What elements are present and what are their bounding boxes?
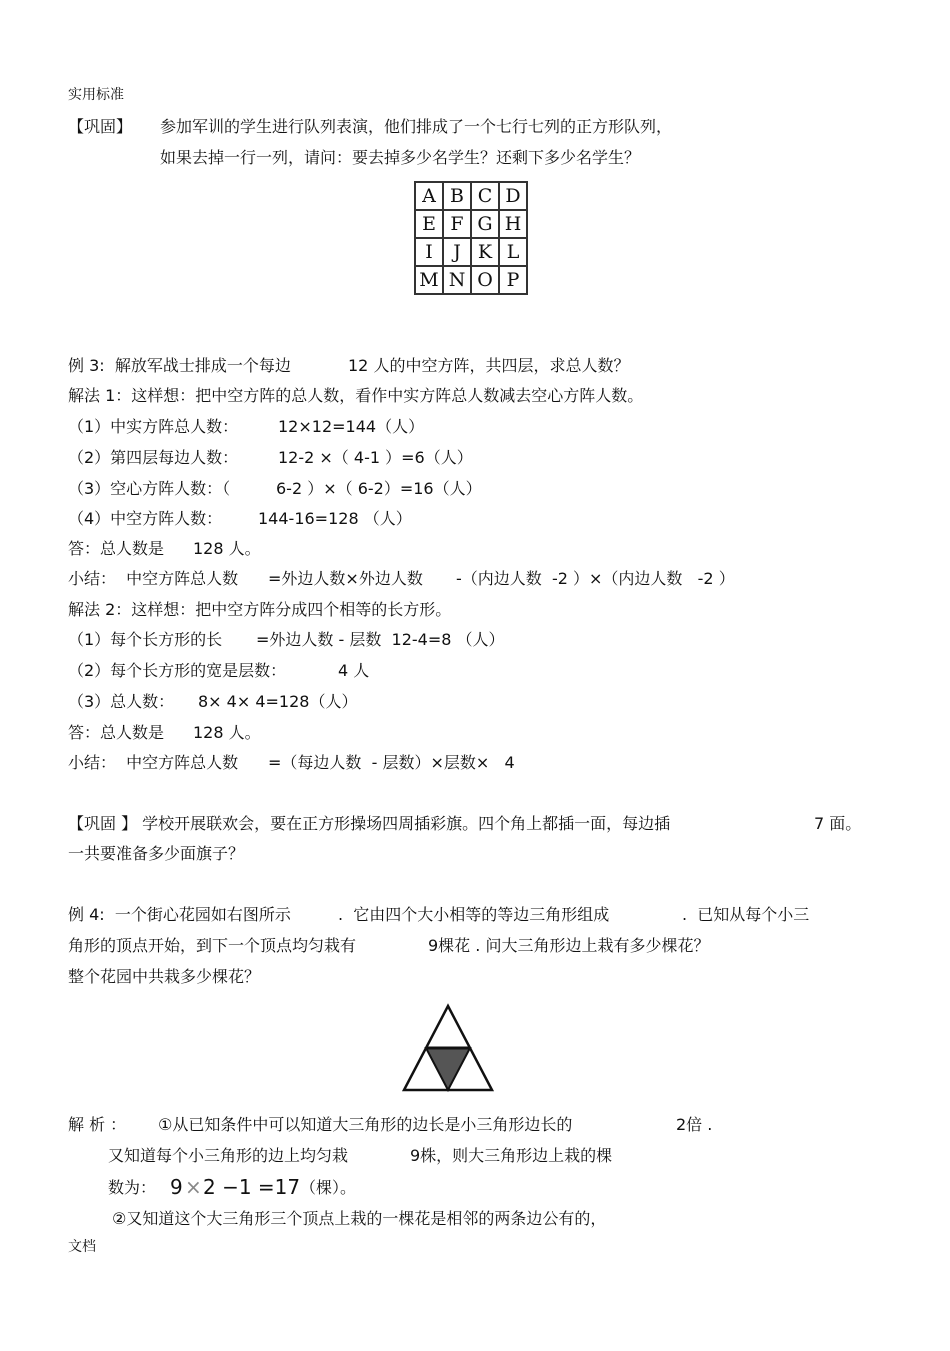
times-sign: × (185, 1175, 202, 1199)
step-formula: 12×12=144（人） (278, 417, 425, 436)
example4-line: 例 4: 一个街心花园如右图所示 (68, 905, 291, 924)
step-label: （1）中实方阵总人数： (68, 417, 239, 436)
formula-number: 9 (170, 1175, 183, 1199)
step-formula: 144-16=128 （人） (258, 509, 412, 528)
consolidate2-line: 7 面。 (814, 814, 862, 833)
consolidate-line: 如果去掉一行一列，请问：要去掉多少名学生？还剩下多少名学生？ (160, 148, 641, 167)
grid-cell: K (471, 238, 499, 266)
answer-value: 128 人。 (193, 723, 261, 742)
step-label: （3）总人数： (68, 692, 175, 711)
summary-formula: -（内边人数 -2 ）×（内边人数 -2 ） (456, 569, 735, 588)
letter-grid (414, 181, 528, 295)
garden-triangle-figure (400, 1002, 496, 1094)
summary-formula: =外边人数×外边人数 (268, 569, 423, 588)
analysis-line: ②又知道这个大三角形三个顶点上栽的一棵花是相邻的两条边公有的， (112, 1209, 607, 1228)
step-formula: 12-2 ×（ 4-1 ）=6（人） (278, 448, 473, 467)
step-formula: 6-2 ）×（ 6-2）=16（人） (276, 479, 482, 498)
analysis-line: 数为： (108, 1178, 157, 1197)
answer-value: 128 人。 (193, 539, 261, 558)
method1-title: 解法 1：这样想：把中空方阵的总人数，看作中实方阵总人数减去空心方阵人数。 (68, 386, 644, 405)
summary-label: 小结： 中空方阵总人数 (68, 569, 239, 588)
analysis-line: 2倍 . (676, 1115, 713, 1134)
grid-cell: P (499, 266, 527, 294)
analysis-line: 又知道每个小三角形的边上均匀栽 (108, 1146, 349, 1165)
grid-cell: C (471, 182, 499, 210)
analysis-line: ①从已知条件中可以知道大三角形的边长是小三角形边长的 (158, 1115, 573, 1134)
method2-title: 解法 2：这样想：把中空方阵分成四个相等的长方形。 (68, 600, 452, 619)
consolidate2-line: 一共要准备多少面旗子？ (68, 844, 245, 863)
consolidate2-line: 【巩固 】 学校开展联欢会，要在正方形操场四周插彩旗。四个角上都插一面，每边插 (68, 814, 671, 833)
analysis-label: 解 析 ： (68, 1115, 127, 1134)
consolidate-line: 参加军训的学生进行队列表演，他们排成了一个七行七列的正方形队列， (160, 117, 673, 136)
summary-label: 小结： 中空方阵总人数 (68, 753, 239, 772)
step-label: （2）第四层每边人数： (68, 448, 239, 467)
step-label: （1）每个长方形的长 (68, 630, 223, 649)
example3-question: 12 人的中空方阵，共四层，求总人数？ (348, 356, 630, 375)
grid-cell: E (415, 210, 443, 238)
grid-cell: M (415, 266, 443, 294)
example4-line: . 它由四个大小相等的等边三角形组成 (338, 905, 610, 924)
summary-formula: =（每边人数 - 层数）×层数× 4 (268, 753, 515, 772)
step-formula: 4 人 (338, 661, 370, 680)
step-formula: 8× 4× 4=128（人） (198, 692, 358, 711)
grid-cell: I (415, 238, 443, 266)
grid-cell: G (471, 210, 499, 238)
grid-cell: O (471, 266, 499, 294)
page-footer: 文档 (68, 1239, 96, 1255)
grid-cell: A (415, 182, 443, 210)
grid-cell: N (443, 266, 471, 294)
step-label: （4）中空方阵人数： (68, 509, 223, 528)
grid-cell: F (443, 210, 471, 238)
step-label: （2）每个长方形的宽是层数： (68, 661, 287, 680)
example3-question: 例 3: 解放军战士排成一个每边 (68, 356, 291, 375)
grid-cell: H (499, 210, 527, 238)
step-formula: =外边人数 - 层数 12-4=8 （人） (256, 630, 505, 649)
answer-label: 答：总人数是 (68, 723, 165, 742)
grid-cell: J (443, 238, 471, 266)
step-label: （3）空心方阵人数：（ (68, 479, 231, 498)
example4-line: 9棵花 . 问大三角形边上栽有多少棵花？ (428, 936, 710, 955)
answer-label: 答：总人数是 (68, 539, 165, 558)
example4-line: 整个花园中共栽多少棵花？ (68, 967, 261, 986)
formula-number: 2 −1 =17 (203, 1175, 301, 1199)
grid-cell: L (499, 238, 527, 266)
consolidate-tag: 【巩固】 (68, 117, 133, 136)
example4-line: 角形的顶点开始，到下一个顶点均匀栽有 (68, 936, 357, 955)
grid-cell: B (443, 182, 471, 210)
grid-cell: D (499, 182, 527, 210)
formula-unit: （棵）。 (300, 1178, 357, 1197)
analysis-line: 9株，则大三角形边上栽的棵 (410, 1146, 613, 1165)
example4-line: . 已知从每个小三 (682, 905, 810, 924)
page-header: 实用标准 (68, 87, 124, 103)
